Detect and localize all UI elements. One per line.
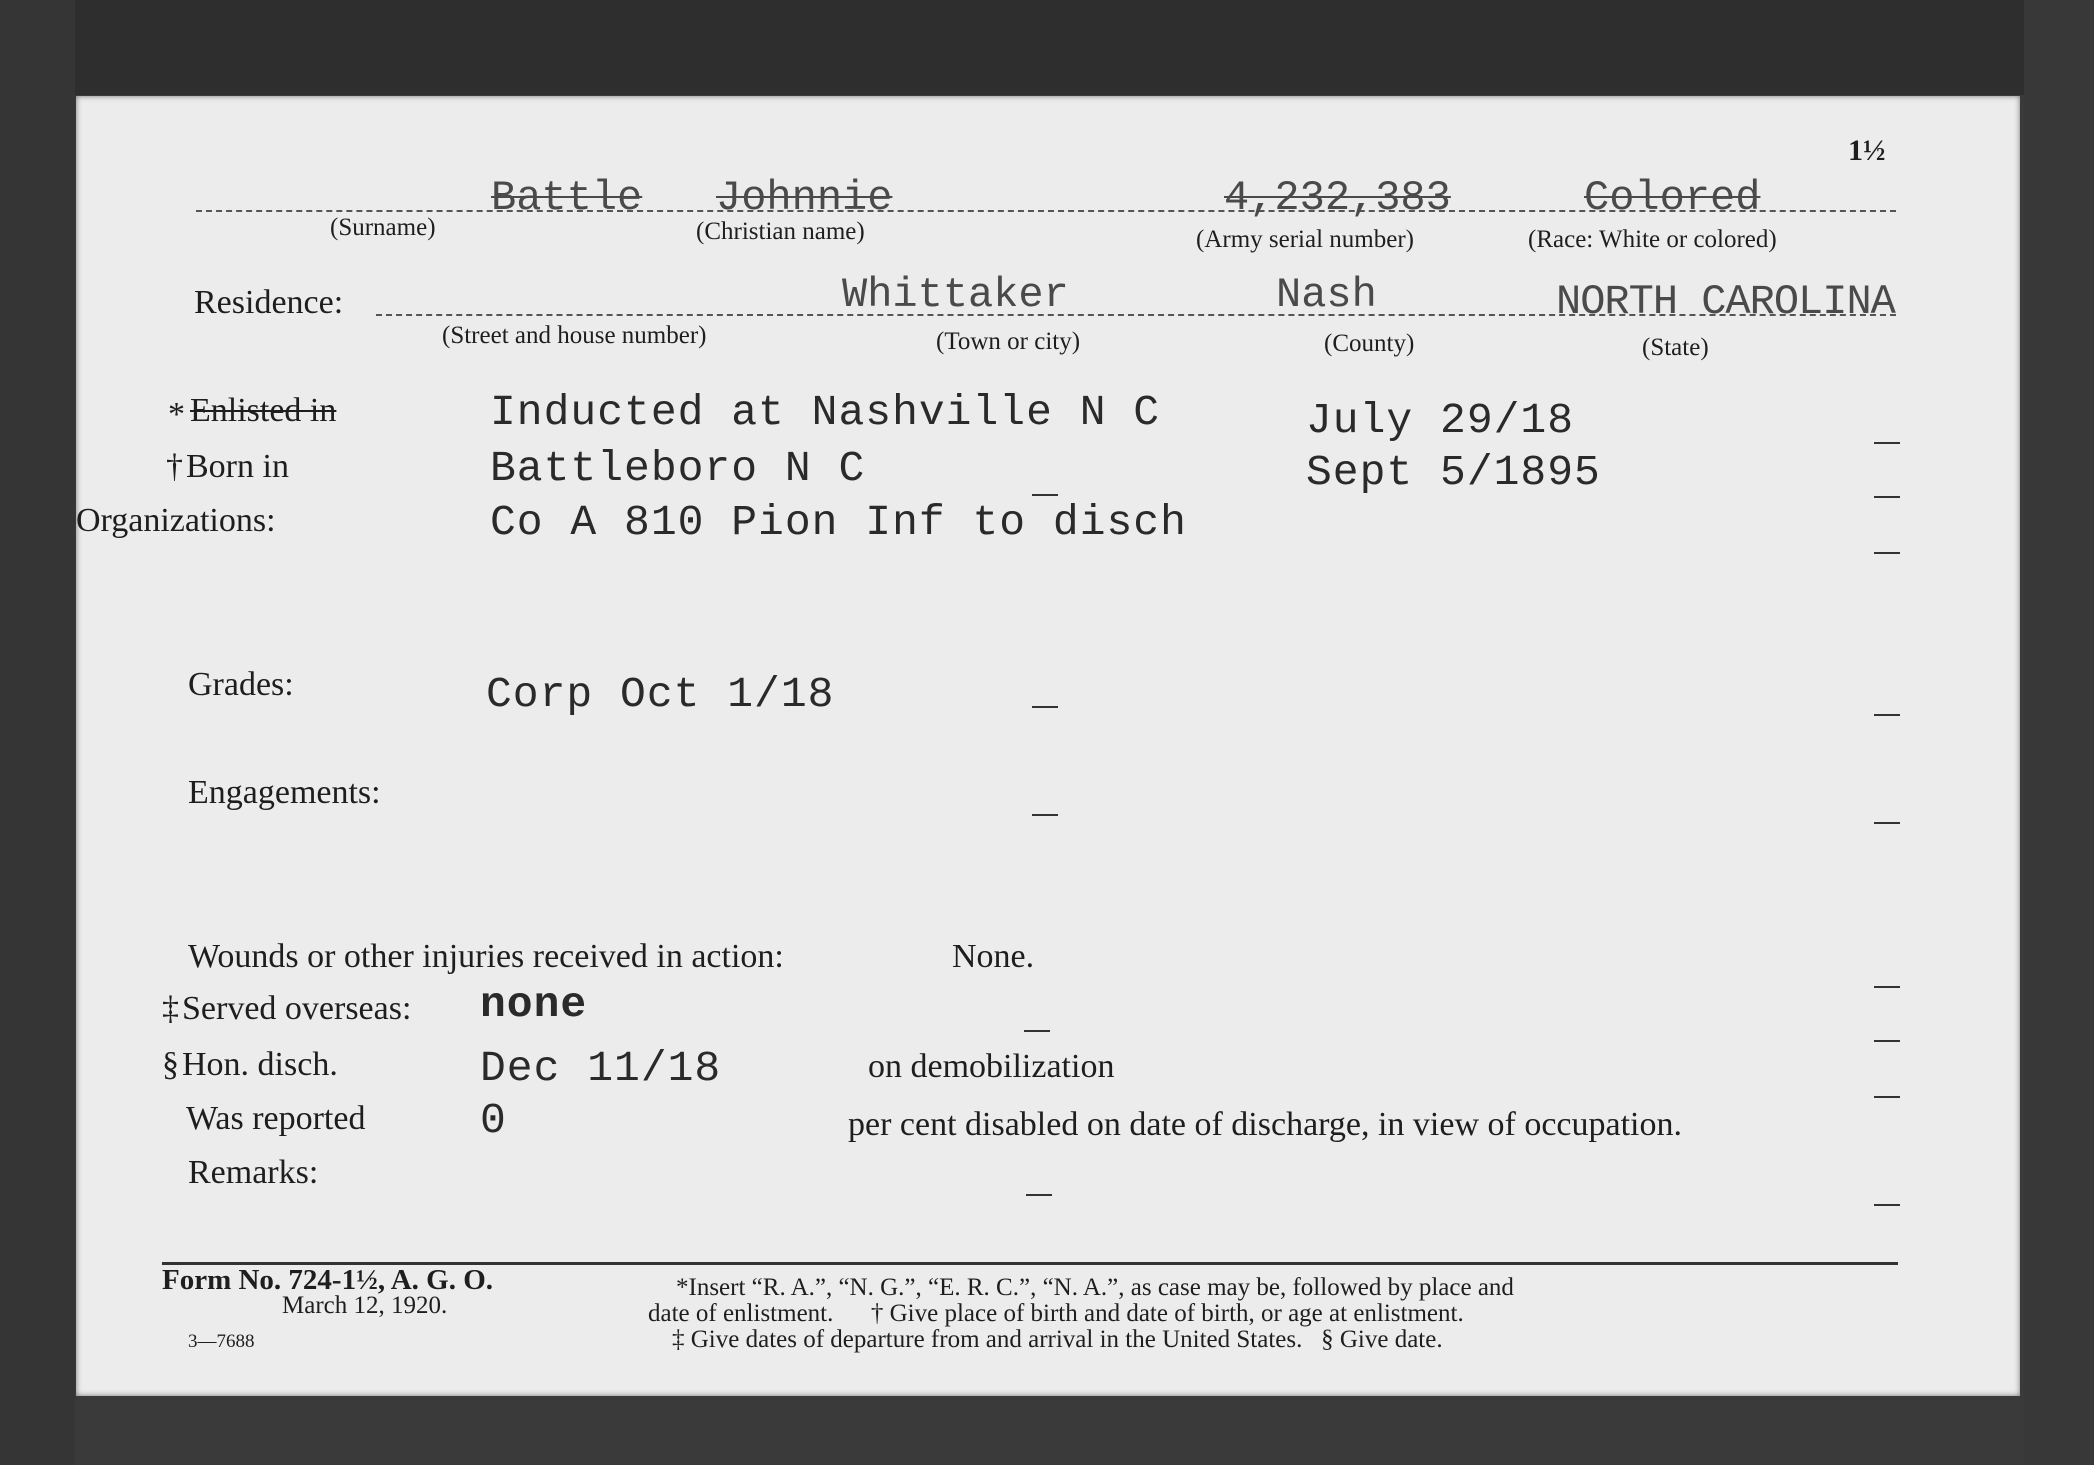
discharge-label: Hon. disch.: [182, 1046, 338, 1083]
footer-note-line-1: *Insert “R. A.”, “N. G.”, “E. R. C.”, “N. A.”, as case may be, followed by place and: [676, 1274, 1514, 1301]
discharge-value: Dec 11/18: [480, 1044, 722, 1093]
serial-number-caption: (Army serial number): [1196, 226, 1414, 253]
street-caption: (Street and house number): [442, 322, 707, 349]
dash-mark: [1032, 814, 1058, 816]
dash-mark: [1874, 1096, 1900, 1098]
grades-value: Corp Oct 1/18: [486, 670, 835, 719]
race-caption: (Race: White or colored): [1528, 226, 1777, 253]
dash-mark: [1026, 1194, 1052, 1196]
scan-background-left: [0, 0, 75, 1465]
card-fraction: 1½: [1848, 134, 1886, 167]
dash-mark: [1024, 1030, 1050, 1032]
dash-mark: [1032, 494, 1058, 496]
form-number: Form No. 724-1½, A. G. O.: [162, 1264, 494, 1296]
surname-value: Battle: [491, 174, 643, 222]
county-value: Nash: [1276, 271, 1377, 319]
dash-mark: [1874, 714, 1900, 716]
discharge-marker: §: [162, 1046, 179, 1083]
engagements-label: Engagements:: [188, 774, 381, 811]
organizations-label: Organizations:: [76, 502, 276, 539]
dash-mark: [1874, 1204, 1900, 1206]
scan-background-top: [0, 0, 2094, 95]
serial-number-value: 4,232,383: [1224, 174, 1451, 222]
print-code: 3—7688: [188, 1331, 255, 1352]
dash-mark: [1032, 706, 1058, 708]
state-caption: (State): [1642, 334, 1709, 361]
organizations-value: Co A 810 Pion Inf to disch: [490, 498, 1187, 547]
state-value: NORTH CAROLINA: [1556, 278, 1895, 326]
reported-note: per cent disabled on date of discharge, in view of occupation.: [848, 1106, 1682, 1143]
reported-label: Was reported: [186, 1100, 366, 1137]
enlisted-value: Inducted at Nashville N C: [490, 388, 1161, 437]
overseas-marker: ‡: [162, 990, 179, 1027]
surname-caption: (Surname): [330, 214, 436, 241]
overseas-value: none: [480, 980, 588, 1029]
town-caption: (Town or city): [936, 328, 1081, 355]
discharge-note: on demobilization: [868, 1048, 1115, 1085]
footer-note-line-2: date of enlistment. † Give place of birth and date of birth, or age at enlistment.: [648, 1300, 1464, 1327]
enlisted-marker: *: [168, 396, 185, 433]
dash-mark: [1874, 1040, 1900, 1042]
town-value: Whittaker: [842, 271, 1069, 319]
born-label: Born in: [186, 448, 289, 485]
residence-label: Residence:: [194, 284, 344, 321]
christian-name-caption: (Christian name): [696, 218, 865, 245]
born-value: Battleboro N C: [490, 444, 866, 493]
born-date: Sept 5/1895: [1306, 448, 1601, 497]
grades-label: Grades:: [188, 666, 294, 703]
remarks-label: Remarks:: [188, 1154, 319, 1191]
christian-name-value: Johnnie: [716, 174, 893, 222]
enlisted-date: July 29/18: [1306, 396, 1575, 445]
wounds-value: None.: [952, 938, 1035, 975]
county-caption: (County): [1324, 330, 1415, 357]
dash-mark: [1874, 442, 1900, 444]
race-value: Colored: [1584, 174, 1761, 222]
footer-note-line-3: ‡ Give dates of departure from and arrival in the United States. § Give date.: [672, 1326, 1443, 1353]
dash-mark: [1874, 822, 1900, 824]
wounds-label: Wounds or other injuries received in action:: [188, 938, 784, 975]
dash-mark: [1874, 552, 1900, 554]
dash-mark: [1874, 986, 1900, 988]
reported-value: 0: [480, 1096, 507, 1145]
form-date: March 12, 1920.: [282, 1292, 448, 1319]
enlisted-label: Enlisted in: [190, 392, 337, 429]
dash-mark: [1874, 496, 1900, 498]
scan-background-right: [2024, 0, 2094, 1465]
overseas-label: Served overseas:: [182, 990, 412, 1027]
service-record-card: [76, 96, 2020, 1396]
born-marker: †: [166, 448, 183, 485]
